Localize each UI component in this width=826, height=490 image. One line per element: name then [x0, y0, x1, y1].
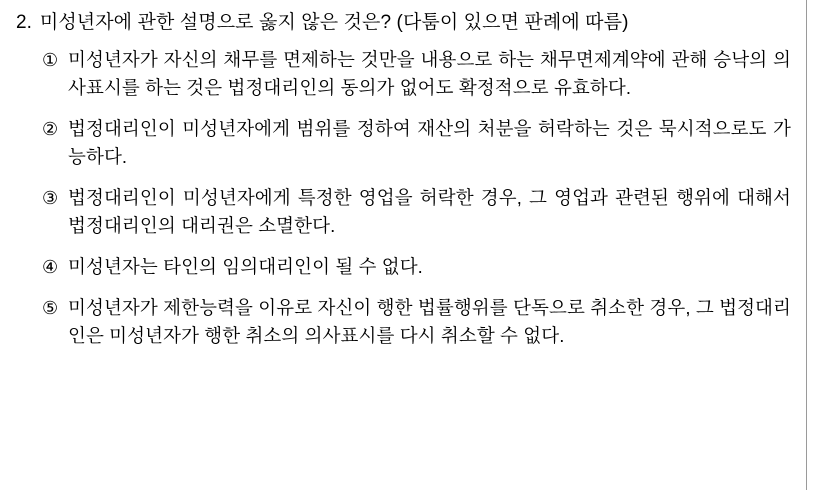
choice-text-1: 미성년자가 자신의 채무를 면제하는 것만을 내용으로 하는 채무면제계약에 관해 승낙의 의사표시를 하는 것은 법정대리인의 동의가 없어도 확정적으로 유효하다. [68, 49, 791, 98]
list-item[interactable] [42, 184, 791, 240]
list-item[interactable] [42, 46, 791, 102]
choice-marker-3: ③ [42, 188, 59, 208]
choice-list [16, 46, 791, 350]
choice-marker-5: ⑤ [42, 298, 59, 318]
choice-marker-1: ① [42, 50, 59, 70]
choice-text-2: 법정대리인이 미성년자에게 범위를 정하여 재산의 처분을 허락하는 것은 묵시적으로도 가능하다. [68, 118, 791, 167]
question-block [16, 8, 791, 350]
choice-text-5: 미성년자가 제한능력을 이유로 자신이 행한 법률행위를 단독으로 취소한 경우, 그 법정대리인은 미성년자가 행한 취소의 의사표시를 다시 취소할 수 없다. [68, 297, 791, 346]
list-item[interactable] [42, 253, 791, 281]
page-divider-rule [806, 0, 807, 490]
question-number: 2. [16, 12, 32, 33]
choice-marker-4: ④ [42, 257, 59, 277]
list-item[interactable] [42, 115, 791, 171]
list-item[interactable] [42, 294, 791, 350]
choice-text-4: 미성년자는 타인의 임의대리인이 될 수 없다. [68, 256, 423, 277]
choice-marker-2: ② [42, 119, 59, 139]
question-stem: 미성년자에 관한 설명으로 옳지 않은 것은? (다툼이 있으면 판례에 따름) [39, 12, 629, 33]
choice-text-3: 법정대리인이 미성년자에게 특정한 영업을 허락한 경우, 그 영업과 관련된 행위에 대해서 법정대리인의 대리권은 소멸한다. [68, 187, 791, 236]
question-heading [16, 8, 791, 37]
